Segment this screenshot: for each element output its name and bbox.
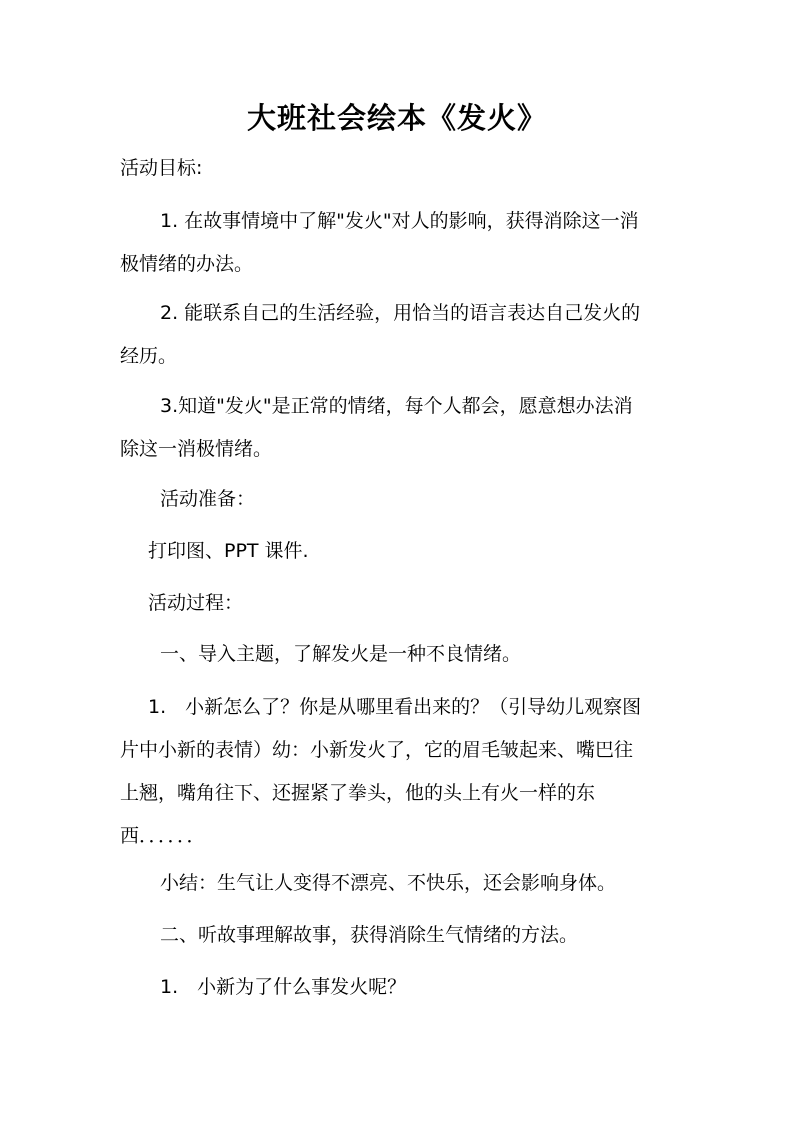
step-1-question-line-2: 片中小新的表情）幼：小新发火了，它的眉毛皱起来、嘴巴往 [120, 739, 634, 761]
summary-line: 小结：生气让人变得不漂亮、不快乐，还会影响身体。 [160, 872, 617, 894]
step-1-question-line-4: 西．．．．．． [120, 825, 206, 847]
step-1-question [120, 686, 672, 858]
step-2-title [120, 914, 672, 957]
prep-line: 打印图、PPT 课件. [148, 540, 309, 562]
goal-2 [120, 292, 672, 378]
goal-3-line-1: 3.知道"发火"是正常的情绪，每个人都会，愿意想办法消 [160, 395, 633, 417]
heading-text: 活动过程： [148, 592, 244, 614]
step-2-title-line: 二、听故事理解故事，获得消除生气情绪的方法。 [160, 924, 579, 946]
heading-text: 活动目标: [120, 157, 203, 179]
goal-3 [120, 385, 672, 471]
prep-text [120, 530, 672, 573]
goal-1 [120, 200, 672, 286]
heading-text: 活动准备： [160, 488, 256, 510]
goal-1-line-1: 1. 在故事情境中了解"发火"对人的影响，获得消除这一消 [160, 210, 639, 232]
summary [120, 862, 672, 905]
step-1-title-line: 一、导入主题，了解发火是一种不良情绪。 [160, 643, 522, 665]
goal-3-line-2: 除这一消极情绪。 [120, 438, 273, 460]
goal-1-line-2: 极情绪的办法。 [120, 253, 254, 275]
step-2-question-1-line: 1. 小新为了什么事发火呢？ [160, 976, 407, 998]
document-title: 大班社会绘本《发火》 [246, 101, 547, 135]
goal-2-line-1: 2. 能联系自己的生活经验，用恰当的语言表达自己发火的 [160, 302, 641, 324]
heading-activity-prep [120, 478, 672, 521]
step-1-question-line-3: 上翘，嘴角往下、还握紧了拳头，他的头上有火一样的东 [120, 782, 596, 804]
goal-2-line-2: 经历。 [120, 345, 178, 367]
heading-activity-process [120, 582, 672, 625]
step-1-title [120, 633, 672, 676]
step-2-question-1 [120, 966, 672, 1009]
heading-activity-goals [120, 147, 672, 190]
step-1-question-line-1: 1. 小新怎么了？你是从哪里看出来的？（引导幼儿观察图 [148, 696, 642, 718]
